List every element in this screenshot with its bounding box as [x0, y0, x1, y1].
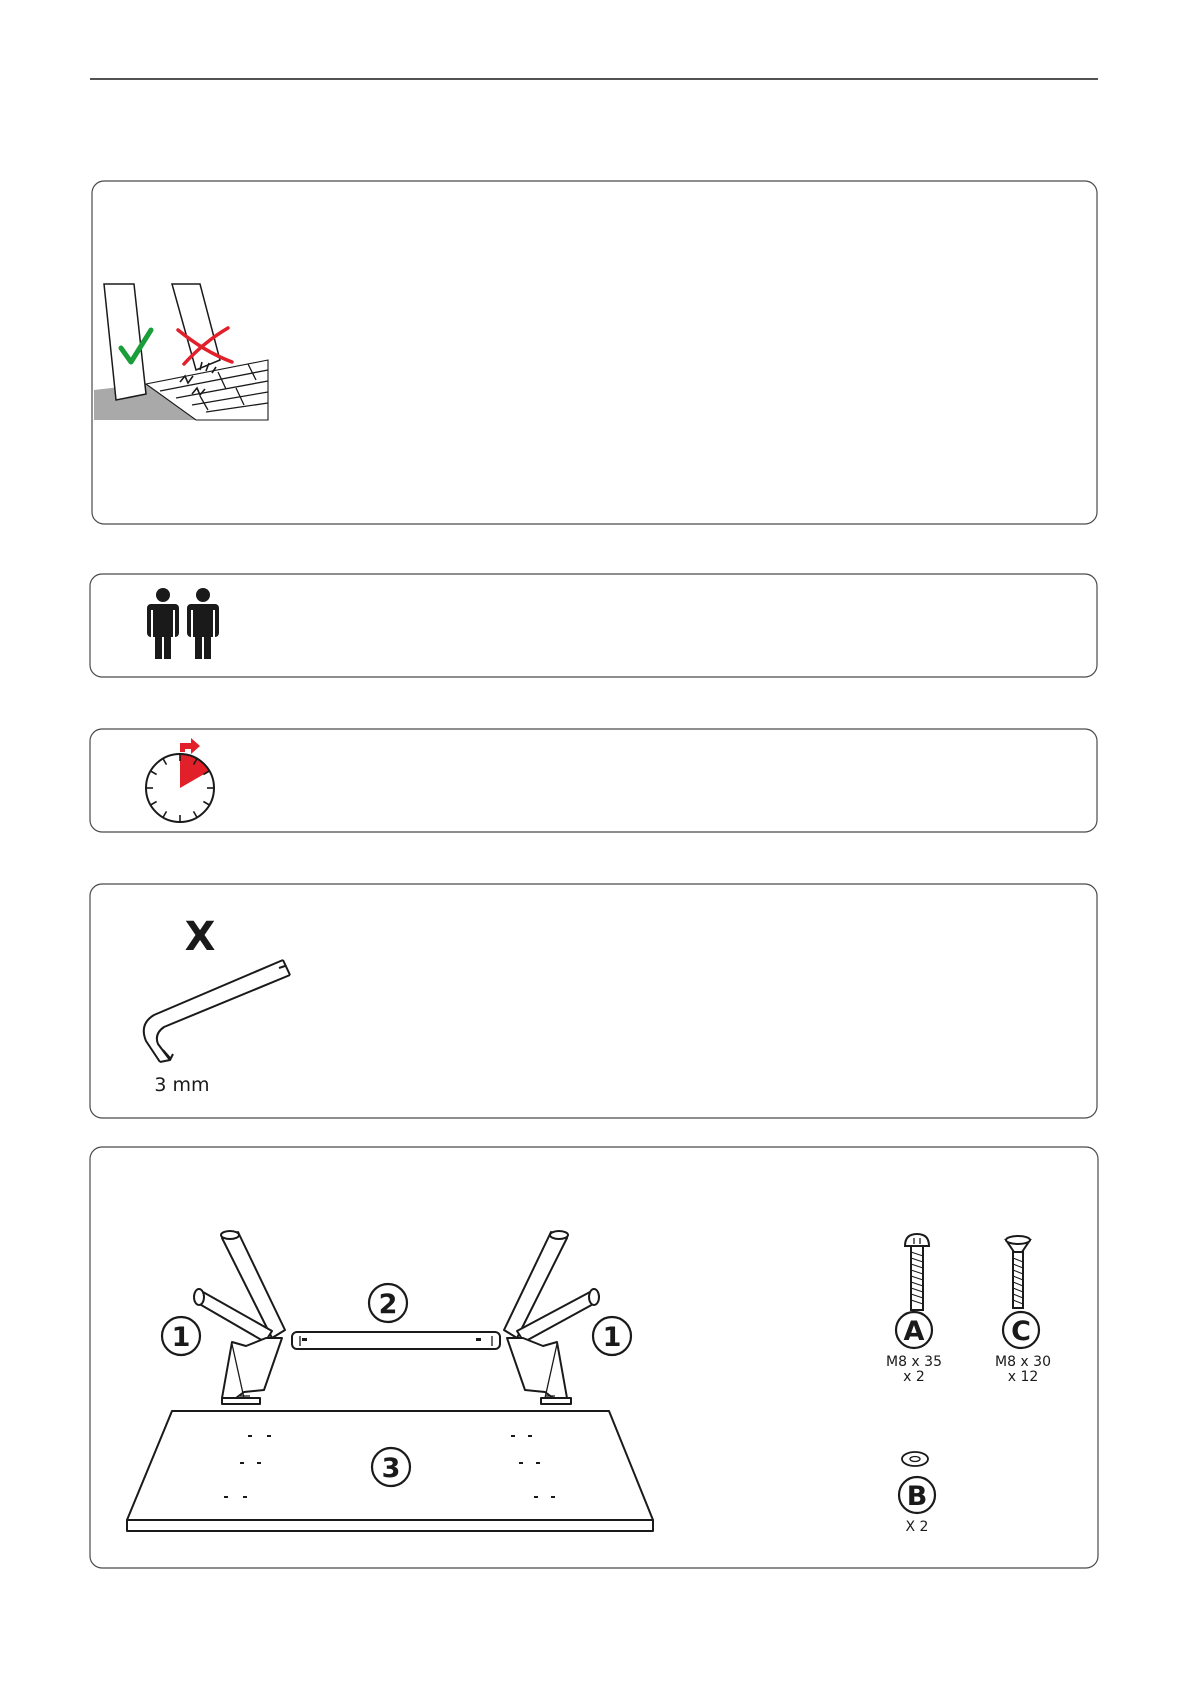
washer-b-icon: [902, 1452, 928, 1466]
hardware-b-letter: B: [906, 1481, 928, 1512]
table-top-number: 3: [381, 1453, 401, 1484]
quantity-mark: X: [184, 914, 216, 960]
panel-on-carpet: [104, 284, 146, 400]
hardware-a-quantity: x 2: [903, 1369, 925, 1385]
parts-panel: [90, 1147, 1098, 1568]
rail: [292, 1332, 500, 1349]
hardware-c-quantity: x 12: [1007, 1369, 1039, 1385]
bolt-a-icon: [905, 1234, 929, 1310]
floor-protection-panel: [92, 181, 1097, 524]
arrow-icon: [180, 738, 200, 754]
two-people-icon: [147, 588, 219, 659]
tools-panel: [90, 884, 1097, 1118]
hardware-c-letter: C: [1011, 1316, 1031, 1347]
rail-number: 2: [378, 1289, 398, 1320]
hex-key-size: 3 mm: [154, 1074, 210, 1096]
leg-left-number: 1: [171, 1322, 191, 1353]
hex-key-icon: [144, 960, 290, 1062]
two-people-panel: [90, 574, 1097, 677]
stopwatch-icon: [146, 738, 214, 822]
panel-on-hard-floor: [172, 284, 220, 370]
elapsed-segment: [180, 754, 209, 788]
leg-right-number: 1: [602, 1322, 622, 1353]
leg-left: [194, 1231, 285, 1404]
leg-right: [504, 1231, 599, 1404]
bolt-c-icon: [1006, 1236, 1030, 1308]
hardware-c-spec: M8 x 30: [995, 1354, 1051, 1370]
hardware-b-quantity: X 2: [905, 1519, 929, 1535]
hardware-a-letter: A: [903, 1316, 925, 1347]
floor-protection-illustration: [94, 284, 268, 420]
time-panel: [90, 729, 1097, 832]
hardware-a-spec: M8 x 35: [886, 1354, 942, 1370]
